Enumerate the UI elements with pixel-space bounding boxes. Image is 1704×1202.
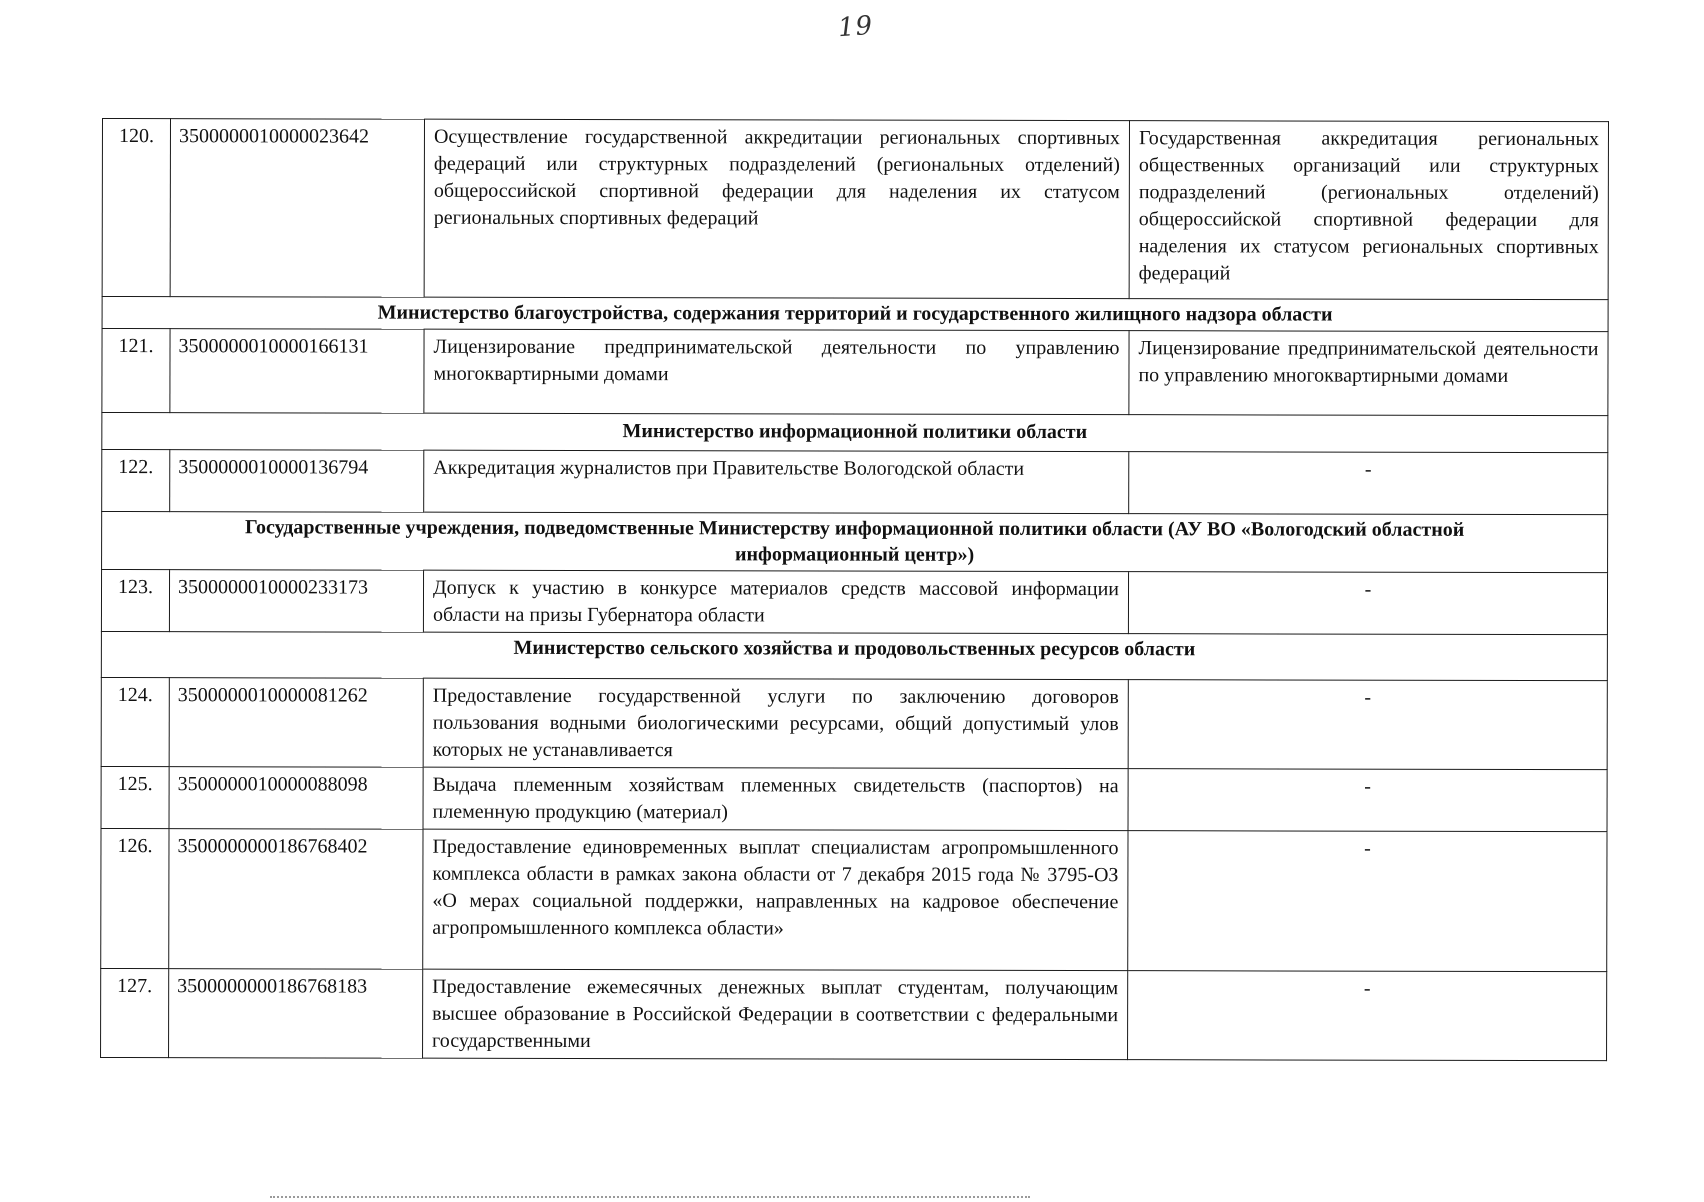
service-id: 3500000010000233173 bbox=[169, 570, 423, 633]
service-id: 3500000010000023642 bbox=[170, 119, 424, 298]
section-header bbox=[102, 512, 1608, 573]
service-id: 3500000010000136794 bbox=[170, 450, 424, 513]
table-row bbox=[101, 766, 1607, 831]
section-header bbox=[102, 413, 1608, 453]
table-row bbox=[102, 450, 1608, 515]
section-header bbox=[101, 631, 1607, 680]
service-note: Лицензирование предпринимательской деятельности по управлению многоквартирными домами bbox=[1129, 331, 1608, 416]
service-name: Предоставление ежемесячных денежных выплат студентам, получающим высшее образование в Российской Федерации в соответствии с федеральными государственными bbox=[423, 969, 1128, 1059]
empty-note-dash: - bbox=[1128, 971, 1607, 1061]
service-name: Выдача племенным хозяйствам племенных свидетельств (паспортов) на племенную продукцию (материал) bbox=[423, 767, 1128, 830]
table-row bbox=[102, 329, 1608, 416]
service-name: Лицензирование предпринимательской деятельности по управлению многоквартирными домами bbox=[424, 329, 1129, 414]
empty-note-dash: - bbox=[1128, 769, 1607, 832]
row-number: 127. bbox=[101, 968, 169, 1057]
table-row bbox=[101, 570, 1607, 635]
row-number: 124. bbox=[101, 677, 169, 766]
row-number: 125. bbox=[101, 766, 169, 828]
empty-note-dash: - bbox=[1128, 831, 1607, 972]
empty-note-dash: - bbox=[1128, 572, 1607, 635]
empty-note-dash: - bbox=[1128, 680, 1607, 770]
section-header bbox=[102, 297, 1608, 332]
row-number: 120. bbox=[102, 119, 170, 297]
row-number: 121. bbox=[102, 329, 170, 413]
service-name: Предоставление единовременных выплат специалистам агропромышленного комплекса области в рамках закона области от 7 декабря 2015 года № 3795-ОЗ «О мерах социальной поддержки, направленных на кадровое обеспечение агропромышленного комплекса области» bbox=[423, 829, 1128, 970]
section-title: Министерство благоустройства, содержания территорий и государственного жилищного надзора области bbox=[102, 297, 1608, 332]
table-row bbox=[101, 968, 1607, 1060]
section-title: Министерство информационной политики области bbox=[102, 413, 1608, 453]
service-note: Государственная аккредитация региональных общественных организаций или структурных подразделений (региональных отделений) общероссийской спортивной федерации для наделения их статусом региональных спортивных федераций bbox=[1129, 121, 1608, 300]
section-title: Государственные учреждения, подведомственные Министерству информационной политики области (АУ ВО «Вологодский областной информационный центр») bbox=[102, 512, 1608, 573]
service-name: Аккредитация журналистов при Правительстве Вологодской области bbox=[424, 450, 1129, 513]
services-table bbox=[100, 118, 1609, 1061]
service-name: Предоставление государственной услуги по заключению договоров пользования водными биологическими ресурсами, общий допустимый улов которых не устанавливается bbox=[423, 678, 1128, 768]
section-title: Министерство сельского хозяйства и продовольственных ресурсов области bbox=[101, 631, 1607, 680]
service-id: 3500000000186768183 bbox=[169, 969, 423, 1059]
row-number: 122. bbox=[102, 450, 170, 512]
scan-artifact-line bbox=[270, 1196, 1030, 1202]
table-row bbox=[101, 828, 1607, 971]
service-id: 3500000010000088098 bbox=[169, 767, 423, 830]
empty-note-dash: - bbox=[1129, 452, 1608, 515]
table-row bbox=[101, 677, 1607, 769]
service-name: Осуществление государственной аккредитации региональных спортивных федераций или структурных подразделений (региональных отделений) общероссийской спортивной федерации для наделения их статусом региональных спортивных федераций bbox=[424, 119, 1129, 298]
table-row bbox=[102, 119, 1608, 300]
service-id: 3500000010000166131 bbox=[170, 329, 424, 414]
service-name: Допуск к участию в конкурсе материалов средств массовой информации области на призы Губернатора области bbox=[423, 570, 1128, 633]
row-number: 126. bbox=[101, 828, 169, 968]
service-id: 3500000000186768402 bbox=[169, 829, 423, 970]
row-number: 123. bbox=[101, 570, 169, 632]
page-number: 19 bbox=[836, 10, 875, 44]
service-id: 3500000010000081262 bbox=[169, 678, 423, 768]
